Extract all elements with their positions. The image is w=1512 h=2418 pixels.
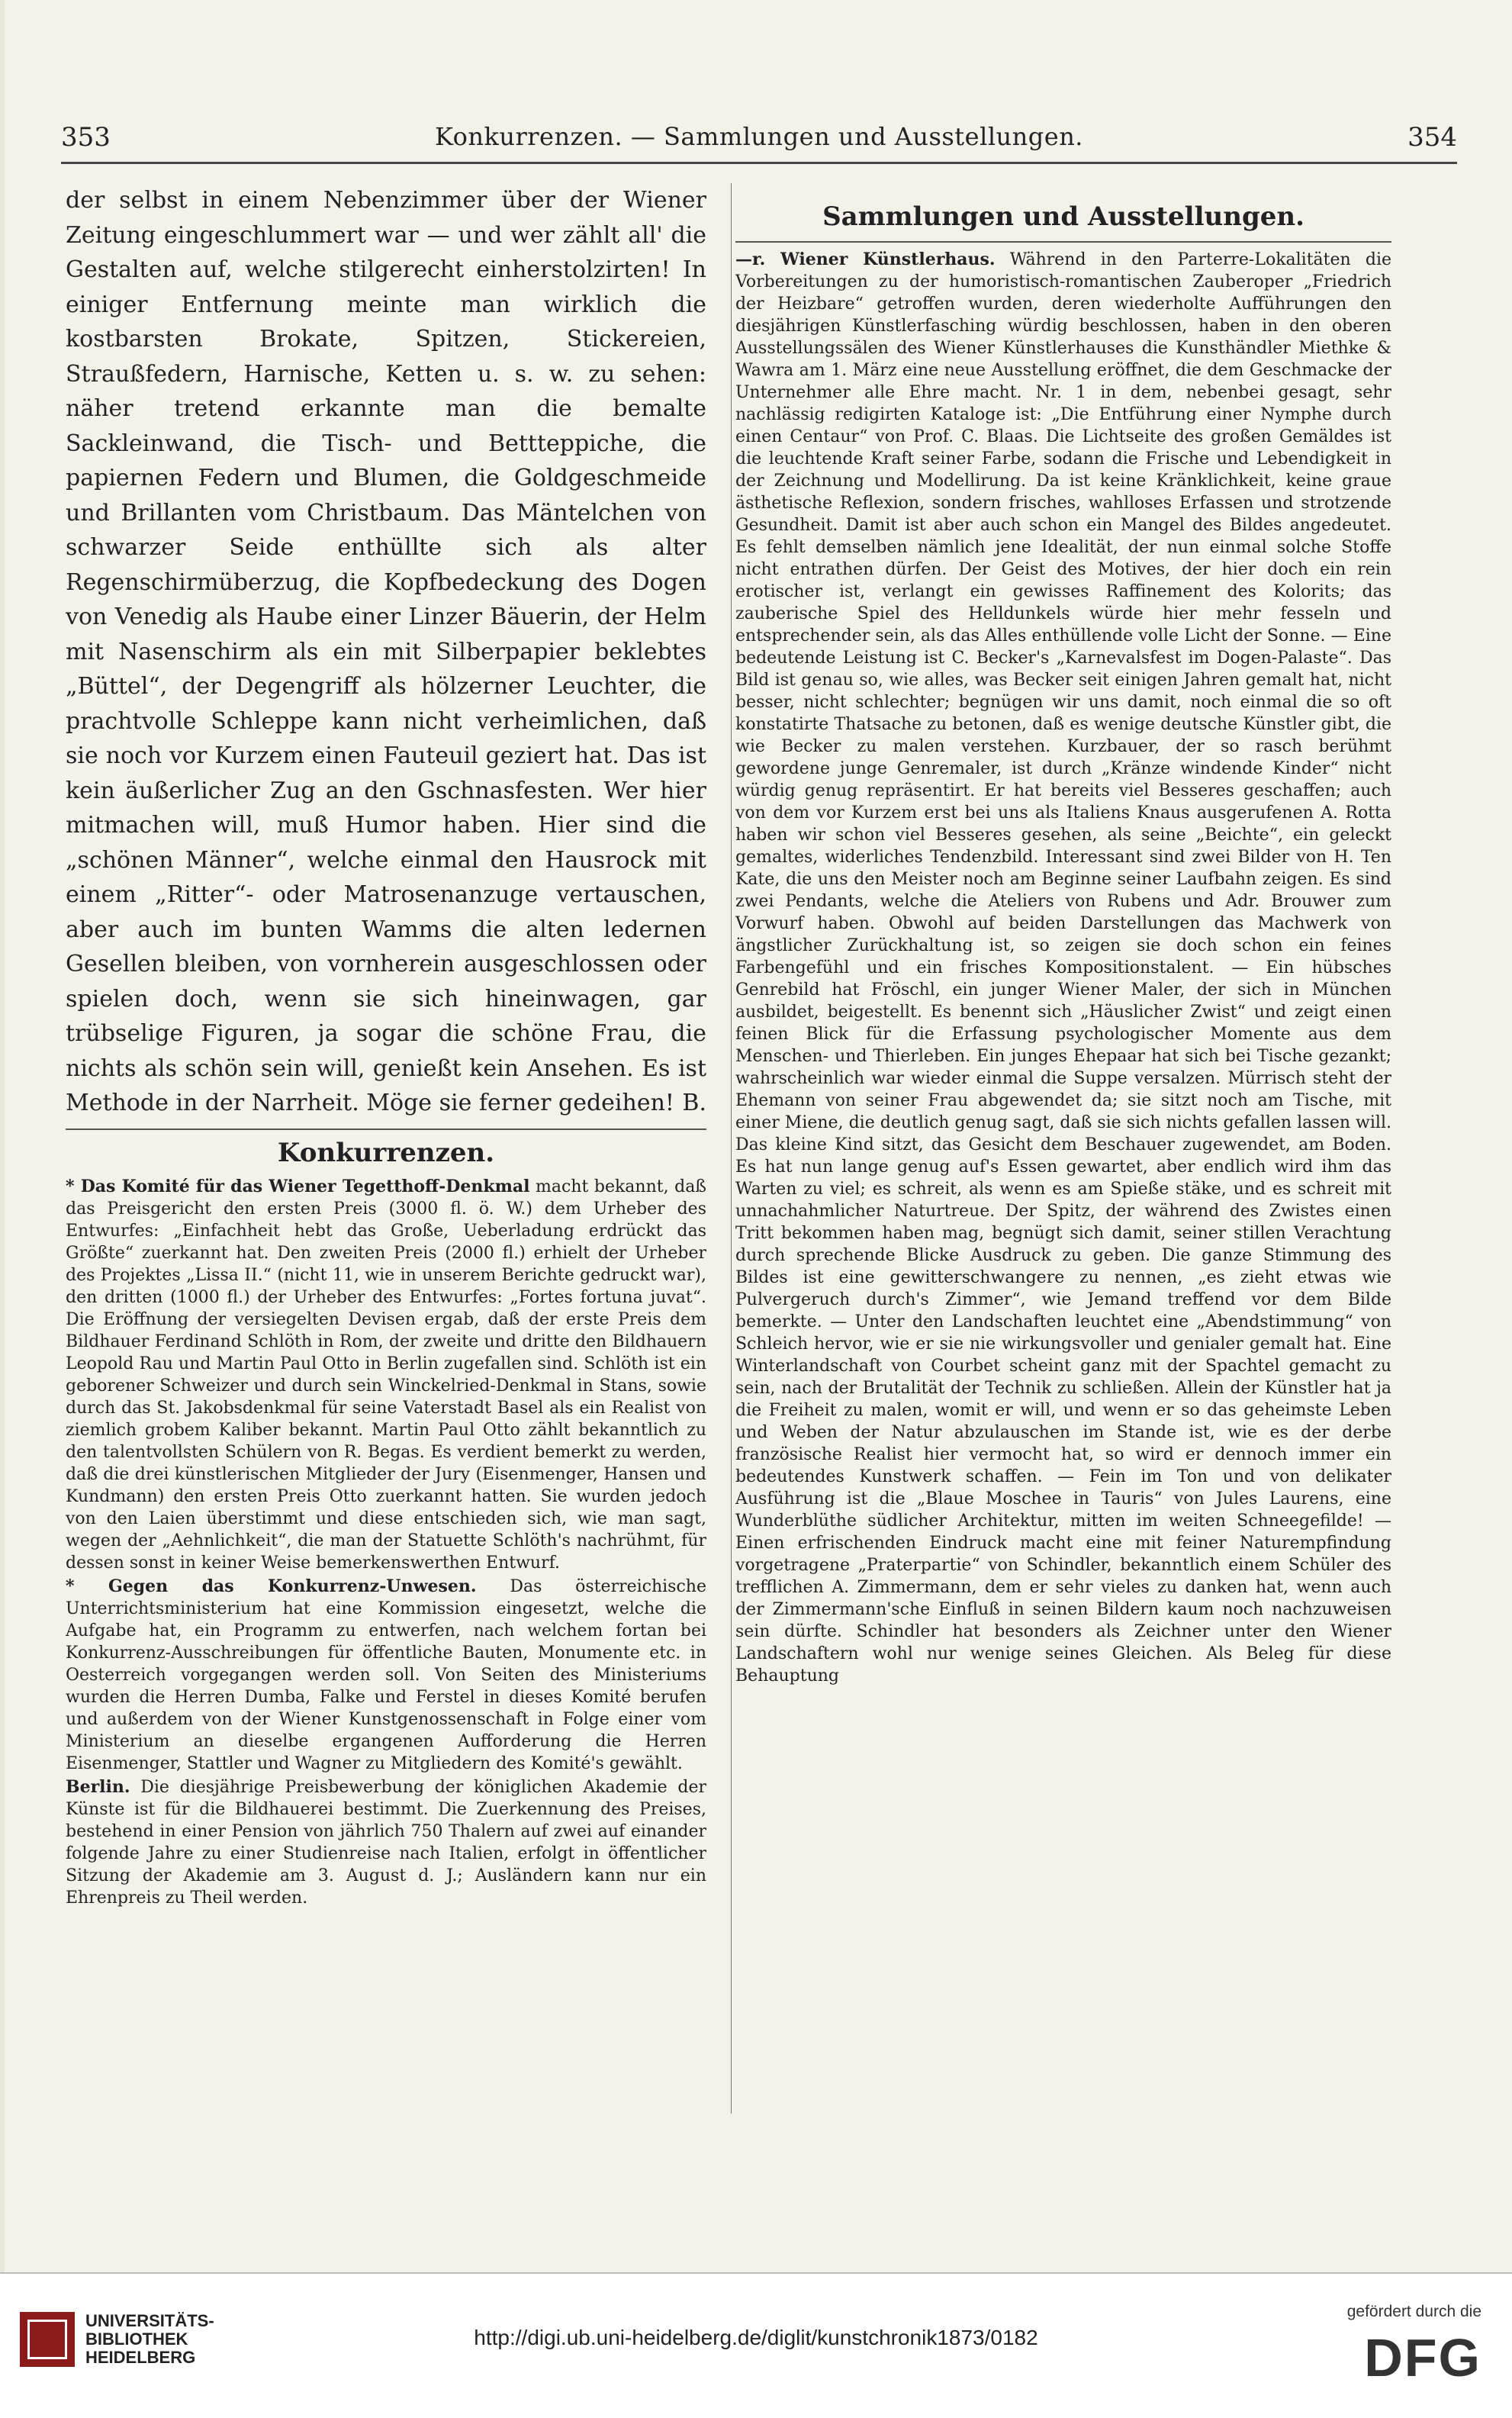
page-edge [0,0,5,2289]
section-separator [66,1129,706,1130]
footer [0,2274,1512,2418]
library-name-line: HEIDELBERG [85,2348,196,2367]
page-number-right: 354 [1407,122,1457,153]
section-title-konkurrenzen: Konkurrenzen. [277,1137,495,1168]
continuation-body: der selbst in einem Nebenzimmer über der Wiener Zeitung eingeschlummert war — und wer zählt all' die Gestalten auf, welche stilgerecht einherstolzirten! In einiger Entfernung meinte man wirklich die kostbarsten Brokate, Spitzen, Stickereien, Straußfedern, Harnische, Ketten u. s. w. zu sehen: näher tretend erkannte man die bemalte Sackleinwand, die Tisch- und Bettteppiche, die papiernen Federn und Blumen, die Goldgeschmeide und Brillanten vom Christbaum. Das Mäntelchen von schwarzer Seide enthüllte sich als alter Regenschirmüberzug, die Kopfbedeckung des Dogen von Venedig als Haube einer Linzer Bäuerin, der Helm mit Nasenschirm als ein mit Silberpapier beklebtes „Büttel“, der Degengriff als hölzerner Leuchter, die prachtvolle Schleppe kann nicht verheimlichen, daß sie noch vor Kurzem einen Fauteuil geziert hat. Das ist kein äußerlicher Zug an den Gschnasfesten. Wer hier mitmachen will, muß Humor haben. Hier sind die „schönen Männer“, welche einmal den Hausrock mit einem „Ritter“- oder Matrosenanzuge vertauschen, aber auch im bunten Wamms die alten ledernen Gesellen bleiben, von vornherein ausgeschlossen oder spielen doch, wenn sie sich hineinwagen, gar trübselige Figuren, ja sogar die schöne Frau, die nichts als schön sein will, genießt kein Ansehen. Es ist Methode in der Narrheit. Möge sie ferner gedeihen! [66,187,706,1116]
library-name-line: BIBLIOTHEK [85,2329,188,2349]
article-text: macht bekannt, daß das Preisgericht den ersten Preis (3000 fl. ö. W.) dem Urheber des Entwurfes: „Einfachheit hebt das Große, Ueberladung erdrückt das Größte“ zuerkannt hat. Den zweiten Preis (2000 fl.) erhielt der Urheber des Projektes „Lissa II.“ (nicht 11, wie in unserem Berichte gedruckt war), den dritten (1000 fl.) der Urheber des Entwurfes: „Fortes fortuna juvat“. Die Eröffnung der versiegelten Devisen ergab, daß der erste Preis dem Bildhauer Ferdinand Schlöth in Rom, der zweite und dritte den Bildhauern Leopold Rau und Martin Paul Otto in Berlin zugefallen sind. Schlöth ist ein geborener Schweizer und durch sein Winckelried-Denkmal in Stans, sowie durch das St. Jakobsdenkmal für seine Vaterstadt Basel als ein Realist von ziemlich grobem Kaliber bekannt. Martin Paul Otto zählt bekanntlich zu den talentvollsten Schülern von R. Begas. Es verdient bemerkt zu werden, daß die drei künstlerischen Mitglieder der Jury (Eisenmenger, Hansen und Kundmann) den ersten Preis Otto zuerkannt hatten. Sie wurden jedoch von den Laien überstimmt und diese entschieden sich, wie man sagt, wegen der „Aehnlichkeit“, die man der Statuette Schlöth's nachrühmt, für dessen sonst in keiner Weise bemerkenswerthen Entwurf. [66,1177,706,1573]
page-number-left: 353 [61,122,111,153]
article-tegetthoff [66,1176,706,1574]
right-column [735,183,1391,1689]
permalink[interactable]: http://digi.ub.uni-heidelberg.de/diglit/kunstchronik1873/0182 [474,2326,1038,2349]
article-lead: * Das Komité für das Wiener Tegetthoff-Denkmal [66,1176,530,1196]
running-title: Konkurrenzen. — Sammlungen und Ausstellungen. [435,122,1083,151]
running-head [61,122,1457,160]
article-text: Das österreichische Unterrichtsministerium hat eine Kommission eingesetzt, welche die Aufgabe hat, ein Programm zu entwerfen, nach welchem fortan bei Konkurrenz-Ausschreibungen für öffentliche Bauten, Monumente etc. in Oesterreich vorgegangen werden soll. Von Seiten des Ministeriums wurden die Herren Dumba, Falke und Ferstel in dieses Komité berufen und außerdem von der Wiener Kunstgenossenschaft in Folge einer vom Ministerium an dieselbe ergangenen Aufforderung die Herren Eisenmenger, Stattler und Wagner zu Mitgliedern des Komité's gewählt. [66,1576,706,1773]
article-text: Die diesjährige Preisbewerbung der königlichen Akademie der Künste ist für die Bildhauerei bestimmt. Die Zuerkennung des Preises, bestehend in einer Pension von jährlich 750 Thalern auf zwei auf einander folgende Jahre zu einer Studienreise nach Italien, erfolgt in öffentlicher Sitzung der Akademie am 3. August d. J.; Ausländern kann nur ein Ehrenpreis zu Theil werden. [66,1777,706,1908]
konkurrenzen-body [66,1176,706,1909]
section-title-sammlungen: Sammlungen und Ausstellungen. [822,201,1305,232]
article-konkurrenz-unwesen [66,1576,706,1775]
continuation-text [66,183,706,1121]
signature: B. [682,1090,706,1116]
article-lead: Berlin. [66,1776,130,1797]
library-name-line: UNIVERSITÄTS- [85,2311,214,2330]
article-lead: * Gegen das Konkurrenz-Unwesen. [66,1576,477,1596]
column-divider [731,183,732,2114]
article-kuenstlerhaus [735,249,1391,1687]
dfg-logo: DFG [1364,2328,1481,2387]
article-text: Während in den Parterre-Lokalitäten die Vorbereitungen zu der humoristisch-romantischen Zauberoper „Friedrich der Heizbare“ getroffen wurden, deren wiederholte Aufführungen den diesjährigen Künstlerfasching würdig beschlossen, haben in den oberen Ausstellungssälen des Wiener Künstlerhauses die Kunsthändler Miethke & Wawra am 1. März eine neue Ausstellung eröffnet, die dem Geschmacke der Unternehmer alle Ehre macht. Nr. 1 in dem, nebenbei gesagt, sehr nachlässig redigirten Kataloge ist: „Die Entführung einer Nymphe durch einen Centaur“ von Prof. C. Blaas. Die Lichtseite des großen Gemäldes ist die leuchtende Kraft seiner Farbe, sodann die Frische und Lebendigkeit in der Zeichnung und Modellirung. Da ist keine Kränklichkeit, keine graue ästhetische Reflexion, sondern frisches, wahlloses Erfassen und strotzende Gesundheit. Damit ist aber auch schon ein Mangel des Bildes angedeutet. Es fehlt demselben nämlich jene Idealität, der nun einmal solche Stoffe nicht entrathen dürfen. Der Geist des Motives, der hier doch ein rein erotischer ist, verlangt ein gewisses Raffinement des Kolorits; das zauberische Spiel des Helldunkels würde hier mehr fesseln und entsprechender sein, als das Alles enthüllende volle Licht der Sonne. — Eine bedeutende Leistung ist C. Becker's „Karnevalsfest im Dogen-Palaste“. Das Bild ist genau so, wie alles, was Becker seit einigen Jahren gemalt hat, nicht besser, nicht schlechter; begnügen wir uns damit, noch einmal die so oft konstatirte Thatsache zu betonen, daß es wenige deutsche Künstler gibt, die wie Becker zu malen verstehen. Kurzbauer, der so rasch berühmt gewordene junge Genremaler, ist durch „Kränze windende Kinder“ nicht würdig genug repräsentirt. Er hat bereits viel Besseres geschaffen; auch von dem vor Kurzem erst bei uns als Italiens Knaus ausgerufenen A. Rotta haben wir schon viel Besseres gesehen, als seine „Beichte“, ein geleckt gemaltes, widerliches Tendenzbild. Interessant sind zwei Bilder von H. Ten Kate, die uns den Meister noch am Beginne seiner Laufbahn zeigen. Es sind zwei Pendants, welche die Ateliers von Rubens und Adr. Brouwer zum Vorwurf haben. Obwohl auf beiden Darstellungen das Machwerk von ängstlicher Zurückhaltung ist, so zeigen sie doch schon ein feines Farbengefühl und ein frisches Kompositionstalent. — Ein hübsches Genrebild hat Fröschl, ein junger Wiener Maler, der sich in München ausbildet, beigestellt. Es benennt sich „Häuslicher Zwist“ und zeigt einen feinen Blick für die Erfassung psychologischer Momente aus dem Menschen- und Thierleben. Ein junges Ehepaar hat sich bei Tische gezankt; wahrscheinlich war wieder einmal die Suppe versalzen. Mürrisch steht der Ehemann von seiner Frau abgewendet da; sie sitzt noch am Tische, mit einer Miene, die deutlich genug sagt, daß sie sich nichts gefallen lassen will. Das kleine Kind sitzt, das Gesicht dem Beschauer zugewendet, am Boden. Es hat nun lange genug auf's Essen gewartet, aber endlich wird ihm das Warten zu viel; es schreit, als wenn es am Spieße stäke, und es schreit mit unnachahmlicher Naturtreue. Der Spitz, der während des Zwistes einen Tritt bekommen haben mag, begnügt sich damit, seiner stillen Verachtung durch sprechende Blicke Ausdruck zu geben. Die ganze Stimmung des Bildes ist eine gewitterschwangere zu nennen, „es zieht etwas wie Pulvergeruch durch's Zimmer“, wie Jemand treffend vor dem Bilde bemerkte. — Unter den Landschaften leuchtet eine „Abendstimmung“ von Schleich hervor, wie er sie nie wirkungsvoller und genialer gemalt hat. Eine Winterlandschaft von Courbet scheint ganz mit der Spachtel gemacht zu sein, nach der Brutalität der Technik zu schließen. Allein der Künstler hat ja die Freiheit zu malen, womit er will, und wenn er so das geheimste Leben und Weben der Natur abzulauschen im Stande ist, wie es der derbe französische Realist hier vermocht hat, so wird er dennoch immer ein bedeutendes Kunstwerk schaffen. — Fein im Ton und von delikater Ausführung ist die „Blaue Moschee in Tauris“ von Jules Laurens, eine Wunderblüthe südlicher Architektur, mitten im weiten Schneegefilde! — Einen erfrischenden Eindruck macht eine mit feiner Naturempfindung vorgetragene „Praterpartie“ von Schindler, bekanntlich einem Schüler des trefflichen A. Zimmermann, dem er sehr vieles zu danken hat, wenn auch der Zimmermann'sche Einfluß in seinen Bildern kaum noch nachzuweisen sein dürfte. Schindler hat besonders als Zeichner unter den Wiener Landschaftern wohl nur wenige seines Gleichen. Als Beleg für diese Behauptung [735,250,1391,1686]
header-rule [61,162,1457,164]
article-lead: —r. Wiener Künstlerhaus. [735,250,996,269]
funding-note: gefördert durch die [1346,2303,1481,2320]
left-column [66,183,706,1911]
section-separator [735,241,1391,243]
article-berlin [66,1776,706,1909]
